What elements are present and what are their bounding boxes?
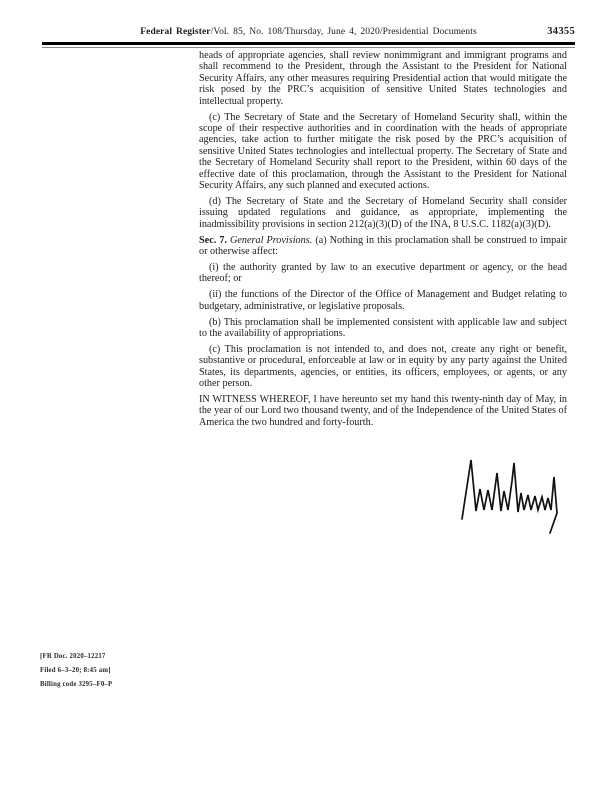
paragraph-sec7 bbox=[199, 235, 567, 258]
sec7-title: General Provisions. bbox=[230, 234, 313, 246]
fr-doc-number: [FR Doc. 2020–12217 bbox=[40, 653, 106, 660]
paragraph-witness-clause: IN WITNESS WHEREOF, I have hereunto set my hand this twenty-ninth day of May, in the year of our Lord two thousand twenty, and of the Independence of the United States of America the two hundred and forty-fourth. bbox=[199, 393, 567, 428]
presidential-signature-icon bbox=[450, 455, 565, 535]
running-head bbox=[42, 27, 575, 37]
paragraph-sec7-b: (b) This proclamation shall be implemented consistent with applicable law and subject to the availability of appropriations. bbox=[199, 316, 567, 339]
sec7-text: (a) Nothing in this proclamation shall be construed to impair or otherwise affect: bbox=[199, 234, 568, 257]
paragraph-sec7-c: (c) This proclamation is not intended to, and does not, create any right or benefit, substantive or procedural, enforceable at law or in equity by any party against the United States, its departments, agencies, or entities, its officers, employees, or agents, or any other person. bbox=[199, 343, 567, 390]
filed-date-line: Filed 6–3–20; 8:45 am] bbox=[40, 667, 111, 674]
running-head-details: /Vol. 85, No. 108/Thursday, June 4, 2020/Presidential Documents bbox=[210, 27, 477, 37]
header-rule-thin bbox=[42, 47, 575, 49]
paragraph-continuation: heads of appropriate agencies, shall review nonimmigrant and immigrant programs and shall recommend to the President, through the Assistant to the President for National Security Affairs, any other measures requiring Presidential action that would mitigate the risk posed by the PRC’s acquisition of sensitive United States technologies and intellectual property. bbox=[199, 50, 567, 107]
paragraph-sec7-a-i: (i) the authority granted by law to an executive department or agency, or the head thereof; or bbox=[199, 261, 567, 285]
paragraph-sec7-a-ii: (ii) the functions of the Director of the Office of Management and Budget relating to budgetary, administrative, or legislative proposals. bbox=[199, 289, 567, 312]
filing-footer bbox=[40, 650, 112, 692]
journal-title: Federal Register bbox=[140, 27, 211, 37]
sec7-label: Sec. 7. bbox=[199, 234, 227, 246]
billing-code: Billing code 3295–F0–P bbox=[40, 681, 113, 688]
paragraph-sec6-d: (d) The Secretary of State and the Secretary of Homeland Security shall consider issuing updated regulations and guidance, as appropriate, implementing the inadmissibility provisions in section 212(a)(3)(D) of the INA, 8 U.S.C. 1182(a)(3)(D). bbox=[199, 195, 567, 230]
paragraph-sec6-c: (c) The Secretary of State and the Secretary of Homeland Security shall, within the scope of their respective authorities and in coordination with the heads of appropriate agencies, take action to further mitigate the risk posed by the PRC’s acquisition of sensitive United States technologies and intellectual property. The Secretary of State and the Secretary of Homeland Security shall report to the President, within 60 days of the effective date of this proclamation, through the Assistant to the President for National Security Affairs, any such planned and executed actions. bbox=[199, 111, 567, 191]
proclamation-body bbox=[199, 50, 567, 433]
page-number: 34355 bbox=[547, 26, 575, 37]
header-rule-thick bbox=[42, 42, 575, 45]
